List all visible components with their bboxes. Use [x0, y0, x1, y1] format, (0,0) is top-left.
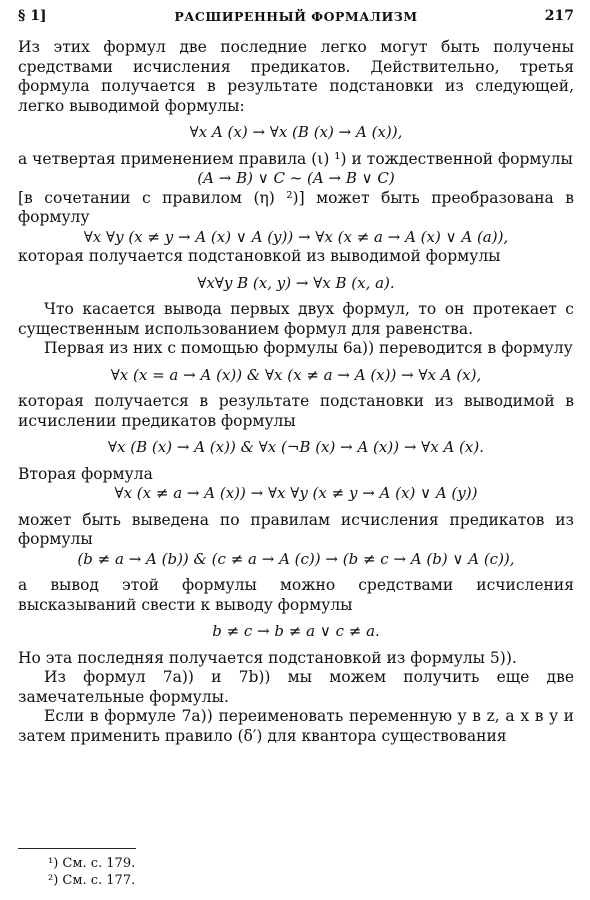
footnote: ²) См. с. 177.: [48, 873, 136, 888]
formula: ∀x A (x) → ∀x (B (x) → A (x)),: [189, 123, 403, 141]
page-body: [18, 38, 574, 746]
formula: ∀x (x ≠ a → A (x)) → ∀x ∀y (x ≠ y → A (x) ∨ A (y)): [114, 484, 478, 502]
footnote-rule: [18, 848, 136, 849]
paragraph: Но эта последняя получается подстановкой из формулы 5)).: [18, 648, 517, 667]
paragraph: Что касается вывода первых двух формул, то он протекает с существенным использованием формул для равенства.: [18, 300, 574, 338]
formula: (b ≠ a → A (b)) & (c ≠ a → A (c)) → (b ≠ c → A (b) ∨ A (c)),: [77, 549, 515, 568]
formula: ∀x (B (x) → A (x)) & ∀x (¬B (x) → A (x)) → ∀x A (x).: [108, 438, 484, 456]
paragraph: [в сочетании с правилом (η) ²)] может быть преобразована в формулу: [18, 188, 574, 226]
paragraph: может быть выведена по правилам исчисления предикатов из формулы: [18, 510, 574, 548]
footnotes: [18, 848, 574, 889]
paragraph: а вывод этой формулы можно средствами исчисления высказываний свести к выводу формулы: [18, 576, 574, 614]
paragraph: Из этих формул две последние легко могут быть получены средствами исчисления предикатов. Действительно, третья формула получается в результате подстановки из следующей, легко выводимой формулы:: [18, 38, 574, 115]
page: [18, 6, 574, 746]
paragraph: которая получается в результате подстановки из выводимой в исчислении предикатов формулы: [18, 392, 574, 430]
formula: ∀x∀y B (x, y) → ∀x B (x, a).: [197, 273, 395, 292]
page-number: 217: [544, 8, 574, 24]
formula: b ≠ c → b ≠ a ∨ c ≠ a.: [212, 622, 380, 640]
paragraph: Первая из них с помощью формулы 6a)) переводится в формулу: [44, 339, 573, 357]
formula: ∀x (x = a → A (x)) & ∀x (x ≠ a → A (x)) → ∀x A (x),: [110, 365, 482, 384]
paragraph: Если в формуле 7a)) переименовать переменную y в z, а x в y и затем применить правило (δ′) для квантора существования: [18, 707, 574, 745]
footnote: ¹) См. с. 179.: [48, 856, 136, 871]
paragraph: которая получается подстановкой из выводимой формулы: [18, 247, 501, 265]
running-header: [18, 6, 574, 28]
paragraph: Вторая формула: [18, 464, 153, 483]
paragraph: Из формул 7a)) и 7b)) мы можем получить еще две замечательные формулы.: [18, 668, 574, 706]
formula: ∀x ∀y (x ≠ y → A (x) ∨ A (y)) → ∀x (x ≠ a → A (x) ∨ A (a)),: [83, 227, 509, 246]
formula: (A → B) ∨ C ~ (A → B ∨ C): [197, 169, 395, 187]
paragraph: а четвертая применением правила (ι) ¹) и тождественной формулы: [18, 149, 573, 168]
section-marker: § 1]: [18, 8, 47, 24]
running-title: РАСШИРЕННЫЙ ФОРМАЛИЗМ: [174, 9, 418, 24]
